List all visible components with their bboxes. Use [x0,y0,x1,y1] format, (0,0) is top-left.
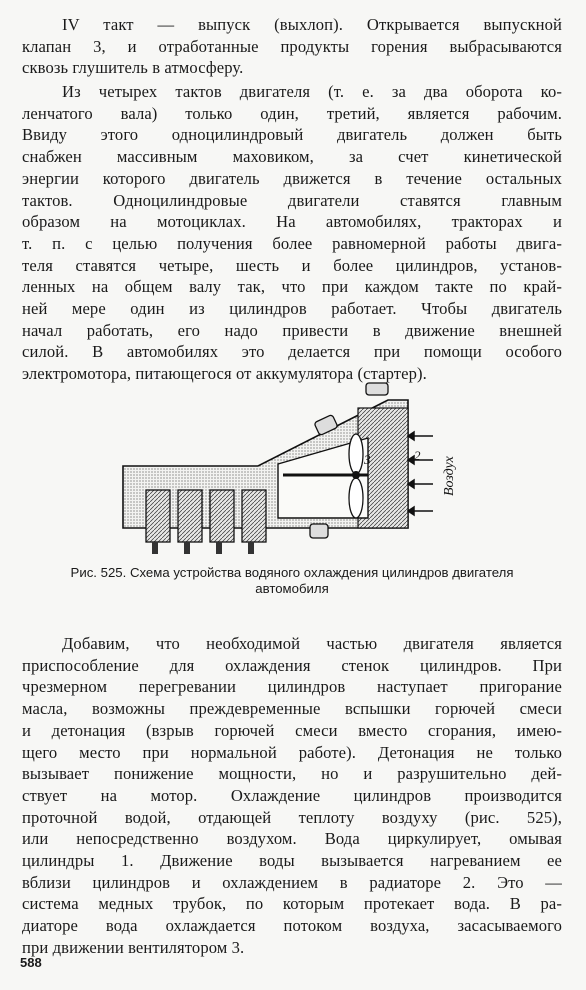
text-line: диаторе вода охлаждается потоком воздуха, засасываемого [22,916,562,936]
text-line: при движении вентилятором 3. [22,937,245,957]
text-line: масла, возможны преждевременные вспышки горючей смеси [22,699,562,719]
air-arrows [408,432,433,515]
figure-caption [22,565,562,597]
caption-line-2: автомобиля [255,581,329,596]
text-line: ленчатого вала) только один, третий, является рабочим. [22,103,562,123]
text-line: сквозь глушитель в атмосферу. [22,58,244,78]
text-line: или непосредственно воздухом. Вода циркулирует, омывая [22,829,562,849]
text-line: начал работать, его надо привести в движение внешней [22,320,562,340]
text-line: ленных на общем валу так, что при каждом такте по край- [22,277,562,297]
text-line: чрезмерном перегревании цилиндров наступает пригорание [22,677,562,697]
radiator-cap [366,383,388,395]
text-line: вызывает понижение мощности, но и разрушительно дей- [22,764,562,784]
text-line: IV такт — выпуск (выхлоп). Открывается выпускной [62,15,562,34]
text-line: клапан 3, и отработанные продукты горения выбрасываются [22,36,562,56]
cooling-diagram [118,378,478,563]
paragraph-stroke-iv [22,14,562,79]
paragraph-cooling [22,633,562,959]
text-line: тактов. Одноцилиндровые двигатели ставятся главным [22,190,562,210]
text-line: проточной водой, отдающей теплоту воздуху (рис. 525), [22,807,562,827]
text-line: цилиндры 1. Движение воды вызывается нагреванием ее [22,851,562,871]
text-line: теля ставятся четыре, шесть и более цилиндров, установ- [22,255,562,275]
text-line: Из четырех тактов двигателя (т. е. за два оборота ко- [62,82,562,101]
text-line: т. п. с целью получения более равномерной работы двига- [22,233,562,253]
paragraph-four-strokes [22,81,562,385]
text-line: ствует на мотор. Охлаждение цилиндров производится [22,785,562,805]
text-line: Добавим, что необходимой частью двигателя является [62,634,562,653]
lower-hose [310,524,328,538]
label-3: 3 [364,452,371,467]
caption-line-1: Рис. 525. Схема устройства водяного охлаждения цилиндров двигателя [70,565,514,580]
text-line: и детонация (взрыв горючей смеси вместо сгорания, имею- [22,720,562,740]
label-air: Воздух [442,456,457,496]
text-line: электромотора, питающегося от аккумулятора (стартер). [22,364,427,384]
text-line: вблизи цилиндров и охлаждением в радиаторе 2. Это — [22,872,562,892]
text-line: щего место при нормальной работе). Детонация не только [22,742,562,762]
page-number: 588 [20,955,42,970]
text-line: силой. В автомобилях это делается при помощи особого [22,342,562,362]
text-line: энергии которого двигатель движется в течение остальных [22,168,562,188]
text-line: ней мере один из цилиндров работает. Чтобы двигатель [22,299,562,319]
text-line: система медных трубок, по которым протекает вода. В ра- [22,894,562,914]
text-line: приспособление для охлаждения стенок цилиндров. При [22,655,562,675]
text-line: Ввиду этого одноцилиндровый двигатель должен быть [22,125,562,145]
label-2: 2 [414,448,421,463]
text-line: образом на мотоциклах. На автомобилях, тракторах и [22,212,562,232]
text-line: снабжен массивным маховиком, за счет кинетической [22,147,562,167]
